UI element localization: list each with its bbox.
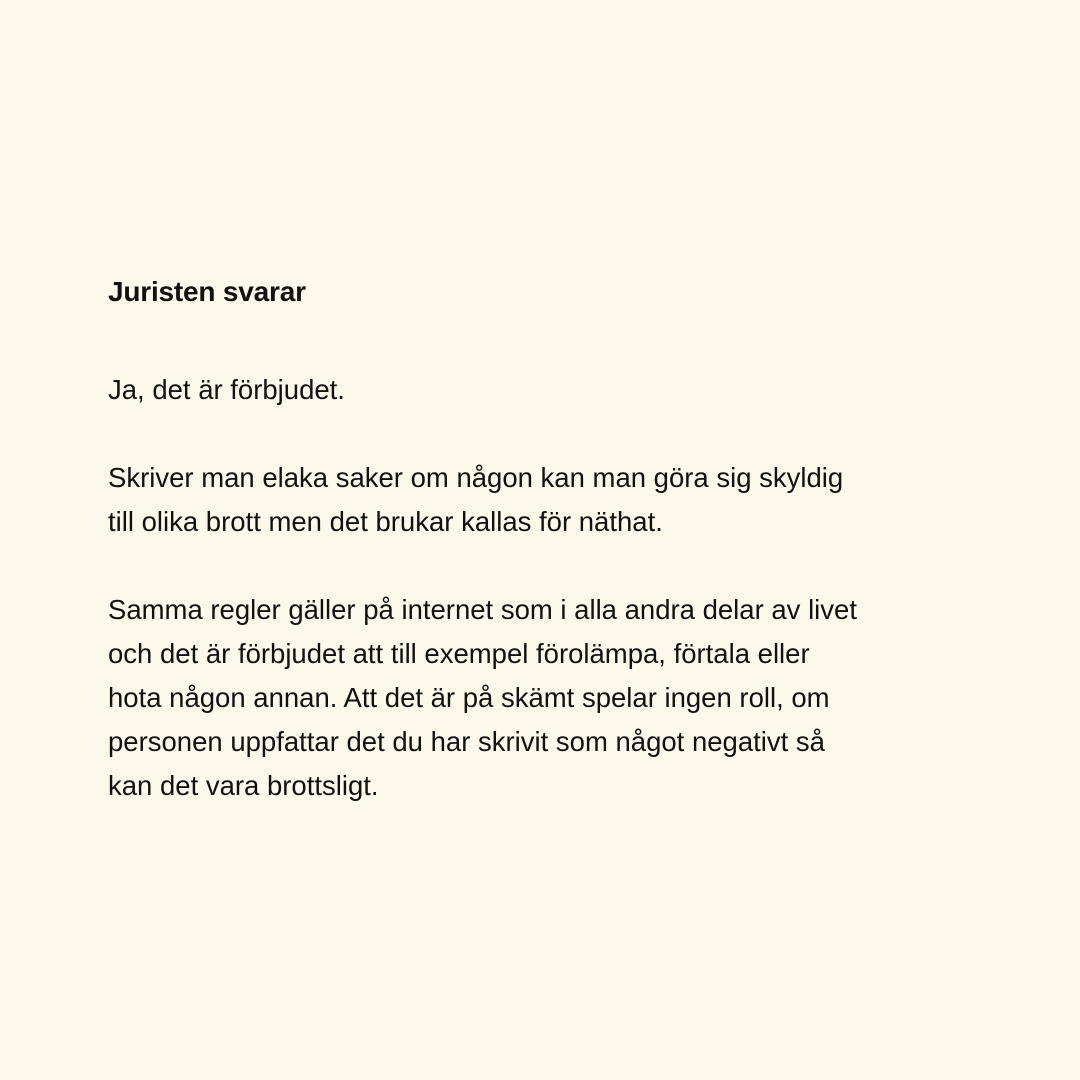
paragraph-line: hota någon annan. Att det är på skämt spelar ingen roll, om bbox=[108, 682, 830, 713]
paragraph-line: Ja, det är förbjudet. bbox=[108, 374, 345, 405]
paragraph-line: Samma regler gäller på internet som i alla andra delar av livet bbox=[108, 594, 857, 625]
paragraph-line: och det är förbjudet att till exempel förolämpa, förtala eller bbox=[108, 638, 810, 669]
paragraph-line: personen uppfattar det du har skrivit som något negativt så bbox=[108, 726, 825, 757]
page-heading: Juristen svarar bbox=[108, 276, 306, 307]
paragraph-line: kan det vara brottsligt. bbox=[108, 770, 379, 801]
paragraph-line: till olika brott men det brukar kallas för näthat. bbox=[108, 506, 663, 537]
paragraph-line: Skriver man elaka saker om någon kan man göra sig skyldig bbox=[108, 462, 844, 493]
answer-paragraph-2 bbox=[108, 456, 988, 544]
answer-card bbox=[108, 272, 988, 808]
answer-paragraph-3 bbox=[108, 588, 988, 808]
answer-paragraph-1 bbox=[108, 368, 988, 412]
